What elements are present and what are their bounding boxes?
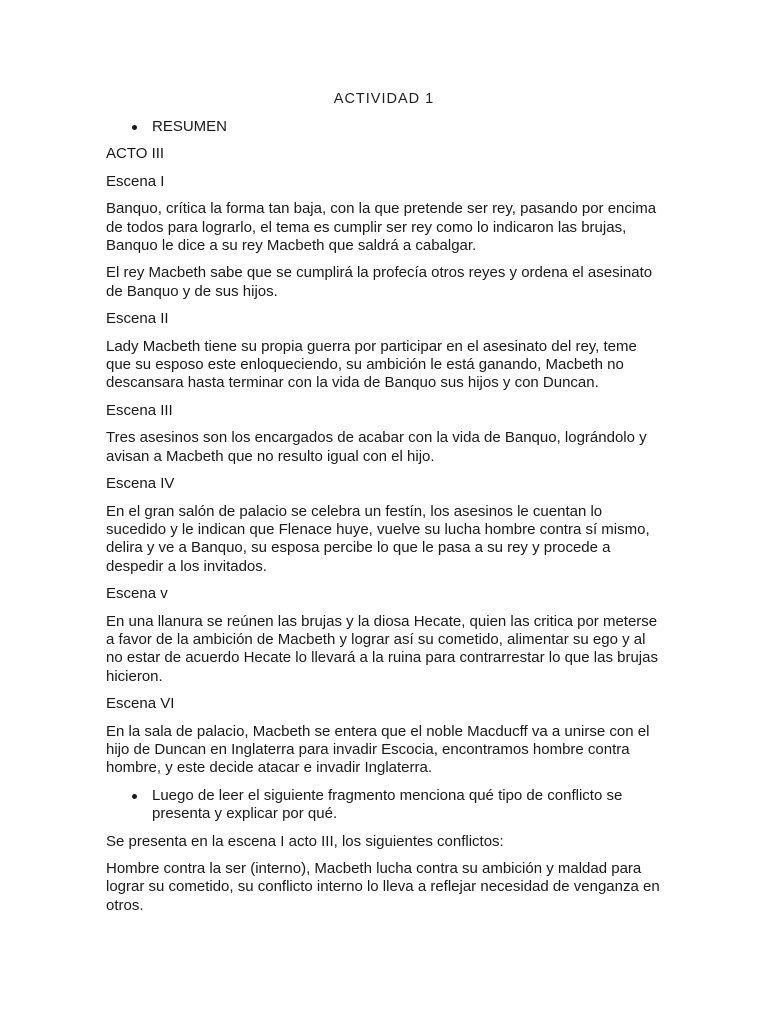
scene-heading-5: Escena v <box>106 585 168 603</box>
paragraph-4: Tres asesinos son los encargados de acabar con la vida de Banquo, lográndolo y avisan a Macbeth que no resulto igual con el hijo. <box>106 429 647 465</box>
bullet-item-resumen <box>106 118 666 136</box>
paragraph-1: Banquo, crítica la forma tan baja, con la que pretende ser rey, pasando por encima de todos para lograrlo, el tema es cumplir ser rey como lo indicaron las brujas, Banquo le dice a su rey Macbeth que saldrá a cabalgar. <box>106 200 657 255</box>
document-body <box>106 118 666 924</box>
paragraph-8: Se presenta en la escena I acto III, los siguientes conflictos: <box>106 832 504 850</box>
paragraph-5: En el gran salón de palacio se celebra un festín, los asesinos le cuentan lo sucedido y le indican que Flenace huye, vuelve su lucha hombre contra sí mismo, delira y ve a Banquo, su esposa percibe lo que le pasa a su rey y procede a despedir a los invitados. <box>106 502 650 575</box>
paragraph-6: En una llanura se reúnen las brujas y la diosa Hecate, quien las critica por meterse a favor de la ambición de Macbeth y lograr así su cometido, alimentar su ego y al no estar de acuerdo Hecate lo llevará a la ruina para contrarrestar lo que las brujas hicieron. <box>106 612 658 685</box>
scene-heading-4: Escena IV <box>106 475 175 493</box>
bullet-item-question <box>106 787 666 824</box>
act-heading: ACTO III <box>106 145 165 163</box>
paragraph-2: El rey Macbeth sabe que se cumplirá la profecía otros reyes y ordena el asesinato de Banquo y de sus hijos. <box>106 264 653 300</box>
scene-heading-2: Escena II <box>106 310 169 328</box>
page-title: ACTIVIDAD 1 <box>333 91 435 107</box>
bullet-text: RESUMEN <box>152 118 228 135</box>
bullet-icon <box>132 794 137 799</box>
scene-heading-1: Escena I <box>106 172 165 190</box>
paragraph-7: En la sala de palacio, Macbeth se entera que el noble Macducff va a unirse con el hijo de Duncan en Inglaterra para invadir Escocia, encontramos hombre contra hombre, y este decide atacar e invadir Inglaterra. <box>106 722 650 777</box>
paragraph-9: Hombre contra la ser (interno), Macbeth lucha contra su ambición y maldad para lograr su cometido, su conflicto interno lo lleva a reflejar necesidad de venganza en otros. <box>106 860 660 914</box>
scene-heading-3: Escena III <box>106 401 173 419</box>
bullet-text: Luego de leer el siguiente fragmento menciona qué tipo de conflicto se presenta y explicar por qué. <box>152 786 623 823</box>
scene-heading-6: Escena VI <box>106 695 175 713</box>
bullet-icon <box>132 125 137 130</box>
paragraph-3: Lady Macbeth tiene su propia guerra por participar en el asesinato del rey, teme que su esposo este enloqueciendo, su ambición le está ganando, Macbeth no descansara hasta terminar con la vida de Banquo sus hijos y con Duncan. <box>106 337 637 392</box>
